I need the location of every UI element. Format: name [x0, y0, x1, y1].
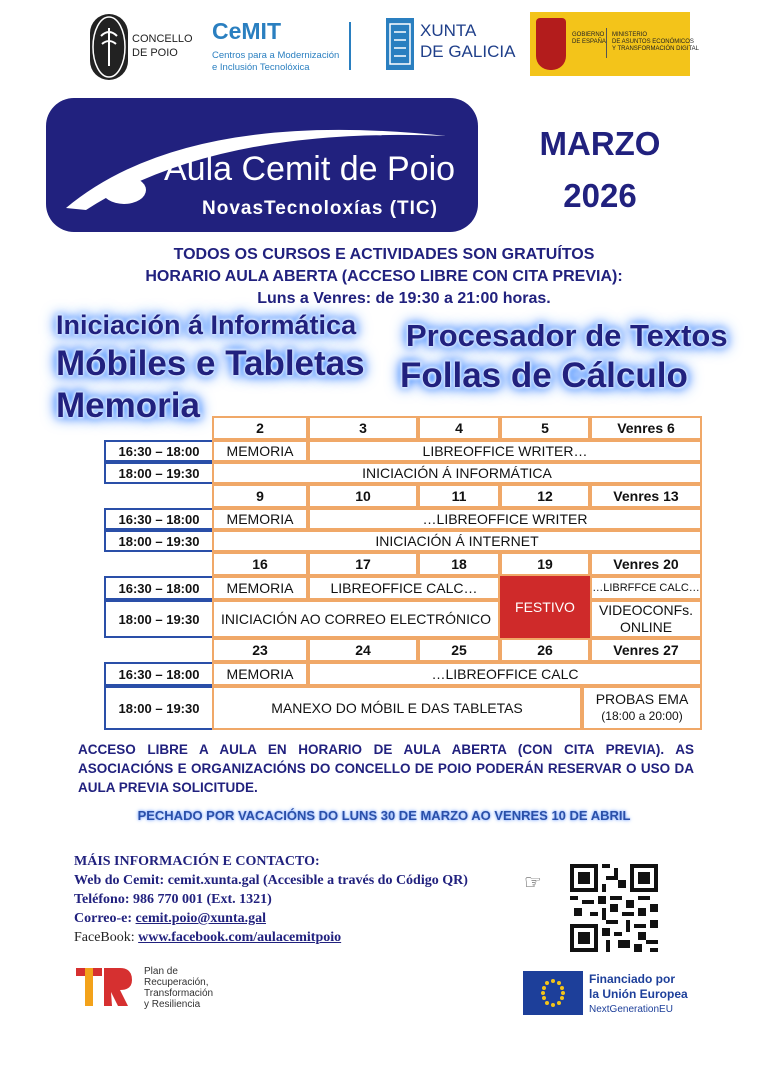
logo-divider [349, 22, 351, 70]
session-memoria: MEMORIA [212, 440, 308, 462]
next-generation-eu: NextGenerationEU [589, 1004, 673, 1015]
probas-ema-line-1: PROBAS EMA [595, 691, 689, 707]
cemit-sub-line-1: Centros para a Modernización [212, 50, 340, 61]
plan-recuperacion-text [144, 966, 213, 1010]
day-header: 12 [500, 484, 590, 508]
month-year-number: 2026 [563, 177, 637, 214]
day-header: 19 [500, 552, 590, 576]
month-year [500, 118, 700, 222]
ministerio-text [612, 32, 699, 53]
banner-subtitle: NovasTecnoloxías (TIC) [202, 198, 438, 219]
access-note: ACCESO LIBRE A AULA EN HORARIO DE AULA ABERTA (CON CITA PREVIA). AS ASOCIACIÓNS E ORGANIZACIÓNS DO CONCELLO DE POIO PODERÁN RESERVAR O USO DA AULA PREVIA SOLICITUDE. [78, 742, 694, 795]
session-calc-continued: …LIBRFFCE CALC… [590, 576, 702, 600]
poio-line-2: DE POIO [132, 47, 178, 59]
day-header: 18 [418, 552, 500, 576]
probas-ema-line-2: (18:00 a 20:00) [601, 709, 683, 723]
time-slot: 16:30 – 18:00 [104, 508, 214, 530]
month-name: MARZO [539, 125, 661, 162]
web-label: Web do Cemit: [74, 873, 168, 888]
eu-funding-text [589, 972, 688, 1002]
course-iniciacion-informatica: Iniciación á Informática [56, 310, 357, 340]
gobierno-line-2: DE ESPAÑA [572, 39, 606, 45]
session-memoria: MEMORIA [212, 576, 308, 600]
day-header: 17 [308, 552, 418, 576]
session-correo: INICIACIÓN AO CORREO ELECTRÓNICO [212, 600, 500, 638]
web-link[interactable]: cemit.xunta.gal [167, 873, 260, 888]
day-header: 5 [500, 416, 590, 440]
time-slot: 18:00 – 19:30 [104, 462, 214, 484]
ministerio-line-2: DE ASUNTOS ECONÓMICOS [612, 39, 694, 45]
plan-line-3: Transformación [144, 988, 214, 999]
session-memoria: MEMORIA [212, 662, 308, 686]
time-slot: 18:00 – 19:30 [104, 686, 214, 730]
day-header: 24 [308, 638, 418, 662]
course-memoria: Memoria [56, 386, 200, 425]
closed-notice: PECHADO POR VACACIÓNS DO LUNS 30 DE MARZO AO VENRES 10 DE ABRIL [137, 808, 631, 823]
concello-poio-name [132, 32, 193, 60]
time-slot: 16:30 – 18:00 [104, 662, 214, 686]
xunta-line-2: DE GALICIA [420, 42, 516, 61]
facebook-label: FaceBook: [74, 930, 139, 945]
cemit-logo-title: CeMIT [212, 18, 281, 44]
plan-line-2: Recuperación, [144, 977, 209, 988]
eu-line-1: Financiado por [589, 972, 676, 986]
time-slot: 18:00 – 19:30 [104, 600, 214, 638]
day-header: Venres 6 [590, 416, 702, 440]
banner-title: Aula Cemit de Poio [164, 150, 456, 188]
time-slot: 18:00 – 19:30 [104, 530, 214, 552]
day-header: 4 [418, 416, 500, 440]
email-link[interactable]: cemit.poio@xunta.gal [135, 911, 267, 926]
day-header: 9 [212, 484, 308, 508]
session-mobil: MANEXO DO MÓBIL E DAS TABLETAS [212, 686, 582, 730]
session-writer: LIBREOFFICE WRITER… [308, 440, 702, 462]
day-header: 16 [212, 552, 308, 576]
session-writer: …LIBREOFFICE WRITER [308, 508, 702, 530]
xunta-galicia-name [420, 20, 515, 62]
ministerio-line-3: Y TRANSFORMACIÓN DIGITAL [612, 46, 700, 52]
session-internet: INICIACIÓN Á INTERNET [212, 530, 702, 552]
plan-line-1: Plan de [144, 966, 178, 977]
eu-line-2: la Unión Europea [589, 987, 688, 1001]
session-calc: LIBREOFFICE CALC… [308, 576, 500, 600]
spain-coat-of-arms-icon [536, 18, 566, 70]
plan-recuperacion-logo-icon [76, 964, 136, 1018]
session-calc: …LIBREOFFICE CALC [308, 662, 702, 686]
eu-flag-icon [523, 971, 583, 1015]
festivo-badge: FESTIVO [500, 576, 590, 638]
course-mobiles-tabletas: Móbiles e Tabletas [56, 344, 365, 383]
web-note: (Accesible a través do Código QR) [259, 873, 468, 888]
course-procesador-textos: Procesador de Textos [406, 318, 728, 353]
day-header: 25 [418, 638, 500, 662]
session-memoria: MEMORIA [212, 508, 308, 530]
poio-line-1: CONCELLO [132, 33, 193, 45]
time-slot: 16:30 – 18:00 [104, 440, 214, 462]
plan-line-4: y Resiliencia [144, 999, 201, 1010]
ministerio-line-1: MINISTERIO [612, 32, 648, 38]
day-header: Venres 20 [590, 552, 702, 576]
phone-number: Teléfono: 986 770 001 (Ext. 1321) [74, 892, 272, 907]
time-slot: 16:30 – 18:00 [104, 576, 214, 600]
day-header: 2 [212, 416, 308, 440]
session-iniciacion: INICIACIÓN Á INFORMÁTICA [212, 462, 702, 484]
contact-heading: MÁIS INFORMACIÓN E CONTACTO: [74, 854, 320, 869]
email-label: Correo-e: [74, 911, 136, 926]
day-header: Venres 27 [590, 638, 702, 662]
course-follas-calculo: Follas de Cálculo [400, 356, 688, 395]
day-header: 23 [212, 638, 308, 662]
concello-poio-seal-icon [90, 14, 128, 80]
videoconf-line-2: ONLINE [619, 619, 673, 635]
facebook-link[interactable]: www.facebook.com/aulacemitpoio [138, 930, 342, 945]
contact-block [74, 852, 468, 947]
info-free-courses: TODOS OS CURSOS E ACTIVIDADES SON GRATUÍTOS [173, 246, 595, 263]
day-header: 11 [418, 484, 500, 508]
day-header: 3 [308, 416, 418, 440]
session-videoconf [590, 600, 702, 638]
gobierno-line-1: GOBIERNO [572, 32, 605, 38]
qr-code-icon[interactable] [570, 864, 658, 952]
day-header: 26 [500, 638, 590, 662]
gobierno-divider [606, 28, 607, 58]
videoconf-line-1: VIDEOCONFs. [598, 602, 694, 618]
cemit-logo-subtitle [212, 50, 339, 74]
gobierno-text [572, 32, 606, 46]
day-header: Venres 13 [590, 484, 702, 508]
xunta-emblem-icon [386, 18, 414, 70]
xunta-line-1: XUNTA [420, 21, 477, 40]
info-open-hours: Luns a Venres: de 19:30 a 21:00 horas. [257, 290, 551, 307]
session-probas-ema [582, 686, 702, 730]
info-open-hours-title: HORARIO AULA ABERTA (ACCESO LIBRE CON CITA PREVIA): [145, 268, 623, 285]
cemit-sub-line-2: e Inclusión Tecnolóxica [212, 62, 310, 73]
pointing-hand-icon: ☞ [524, 870, 542, 894]
day-header: 10 [308, 484, 418, 508]
